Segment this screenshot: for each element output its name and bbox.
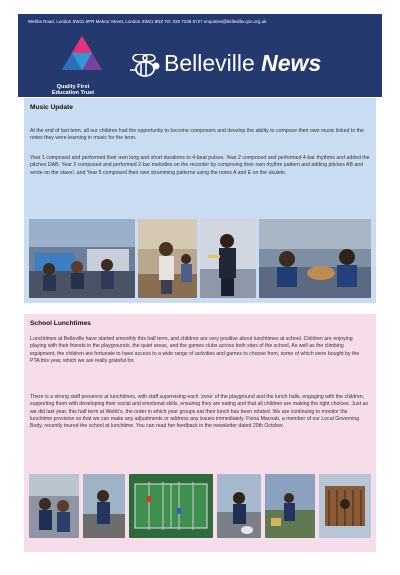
lunch-photo-6: [319, 474, 371, 538]
lunch-photo-2: [83, 474, 125, 538]
trust-name-line2: Education Trust: [51, 90, 95, 97]
lunchtimes-section: [24, 314, 376, 552]
music-paragraph-2: Year 1 composed and performed their own long and short durations to 4-beat pulses. Year 2 composed and performed 4-bar rhythms and added the pitches DAB. Year 3 composed and performed 2-bar melodies on the recorder by composing their own rhythm pattern and adding pitches AB and wrote on the stave!, and Year 5 composed their own strumming patterns using the notes A and E on the ukulele.: [30, 155, 370, 176]
music-photo-1: [29, 219, 135, 298]
music-paragraph-1: At the end of last term, all our children had the opportunity to become composers and develop the ability to compose their own music linked to the notes they were learning in music for the term.: [30, 128, 364, 142]
newsletter-header: [18, 14, 382, 97]
brand-title: [164, 50, 321, 77]
lunch-photo-1: [29, 474, 79, 538]
lunch-photo-3: [129, 474, 213, 538]
triangle-logo-icon: [62, 36, 102, 72]
lunch-paragraph-2: There is a strong staff presence at lunchtimes, with staff supervising each ‘zone’ of the playground and the lunch halls, engaging with the children, supporting them with developing their social and emotional skills, ensuring they are eating and that all children are making the right choices. Just as we did last year, this half term at Webb’s, the order in which year groups eat their lunch has been rotated. We are continuing to monitor the lunchtime provision so that we can make any adjustments or address any issues immediately. Fiona Macnab, a member of our Local Governing Body, recently toured the school at lunchtime. You can read her feedback in the newsletter dated 20th October.: [30, 394, 368, 430]
music-section: [24, 98, 376, 303]
music-photo-2: [138, 219, 197, 298]
trust-name: [34, 84, 112, 97]
brand-news: News: [261, 50, 322, 76]
bee-icon: [128, 54, 162, 80]
music-photo-3: [200, 219, 256, 298]
lunch-photo-5: [265, 474, 315, 538]
brand-name: Belleville: [164, 50, 255, 76]
lunch-photo-4: [217, 474, 261, 538]
trust-name-line1: Quality First: [56, 84, 90, 90]
section-title-music: Music Update: [30, 104, 73, 111]
lunch-paragraph-1: Lunchtimes at Belleville have started smoothly this half term, and children are very positive about lunchtimes at school. Children are enjoying playing with their friends in the playgrounds, the quiet areas, and the games clubs across both sites of the school. As well as the climbing equipment, the children are fortunate to have access to a wide range of activities and games to choose from, some of which were bought by the PTA this year, which we are really grateful for.: [30, 336, 360, 364]
address-line: Webbs Road, London SW11 6PR Meteor Street, London SW11 5NZ Tel: 020 7228 6727 enquiries@belleville.q1e.org.uk: [28, 19, 267, 24]
section-title-lunchtimes: School Lunchtimes: [30, 320, 91, 327]
music-photo-4: [259, 219, 371, 298]
